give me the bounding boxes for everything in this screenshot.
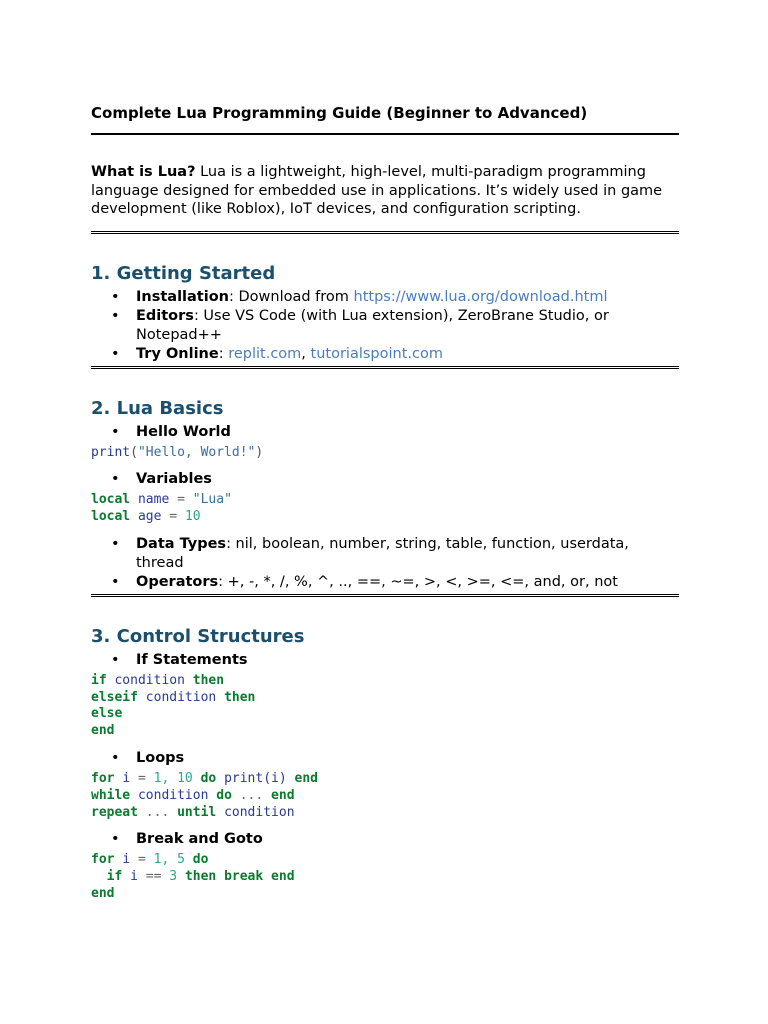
code-block-hello-world: print("Hello, World!")	[91, 444, 264, 460]
code-block-loops: for i = 1, 10 do print(i) end while condition do ... end repeat ... until condition	[91, 771, 319, 820]
section-heading-getting-started: 1. Getting Started	[91, 262, 276, 284]
lua-download-link[interactable]: https://www.lua.org/download.html	[353, 288, 608, 305]
intro-text: Lua is a lightweight, high-level, multi-paradigm programming language designed for embedded use in applications. It’s widely used in game development (like Roblox), IoT devices, and configuration scripting.	[91, 164, 663, 217]
list-item-operators: • Operators: +, -, *, /, %, ^, .., ==, ~=, >, <, >=, <=, and, or, not	[111, 573, 618, 590]
list-item-data-types: • Data Types: nil, boolean, number, string, table, function, userdata, thread	[111, 535, 629, 571]
page-title: Complete Lua Programming Guide (Beginner to Advanced)	[91, 104, 588, 122]
getting-started-list	[91, 288, 679, 364]
code-block-variables: local name = "Lua" local age = 10	[91, 492, 232, 525]
code-block-if: if condition then elseif condition then else end	[91, 672, 256, 739]
list-item-if-statements: • If Statements	[111, 651, 248, 668]
list-item-break-goto: • Break and Goto	[111, 831, 263, 848]
list-item-installation: • Installation: Download from https://www.lua.org/download.html	[111, 288, 608, 305]
title-divider	[91, 133, 679, 135]
code-block-break: for i = 1, 5 do if i == 3 then break end end	[91, 852, 295, 902]
list-item-loops: • Loops	[111, 750, 185, 767]
intro-lead: What is Lua?	[91, 164, 196, 180]
section-heading-control-structures: 3. Control Structures	[91, 625, 305, 647]
section-heading-lua-basics: 2. Lua Basics	[91, 397, 224, 419]
list-item-hello-world: • Hello World	[111, 423, 231, 440]
list-item-try-online: • Try Online: replit.com, tutorialspoint.com	[111, 345, 443, 362]
list-item-editors: • Editors: Use VS Code (with Lua extension), ZeroBrane Studio, or Notepad++	[111, 307, 609, 343]
list-item-variables: • Variables	[111, 471, 212, 488]
replit-link[interactable]: replit.com	[228, 345, 302, 362]
tutorialspoint-link[interactable]: tutorialspoint.com	[310, 345, 443, 362]
document-content	[91, 103, 679, 903]
intro-paragraph	[91, 163, 679, 219]
